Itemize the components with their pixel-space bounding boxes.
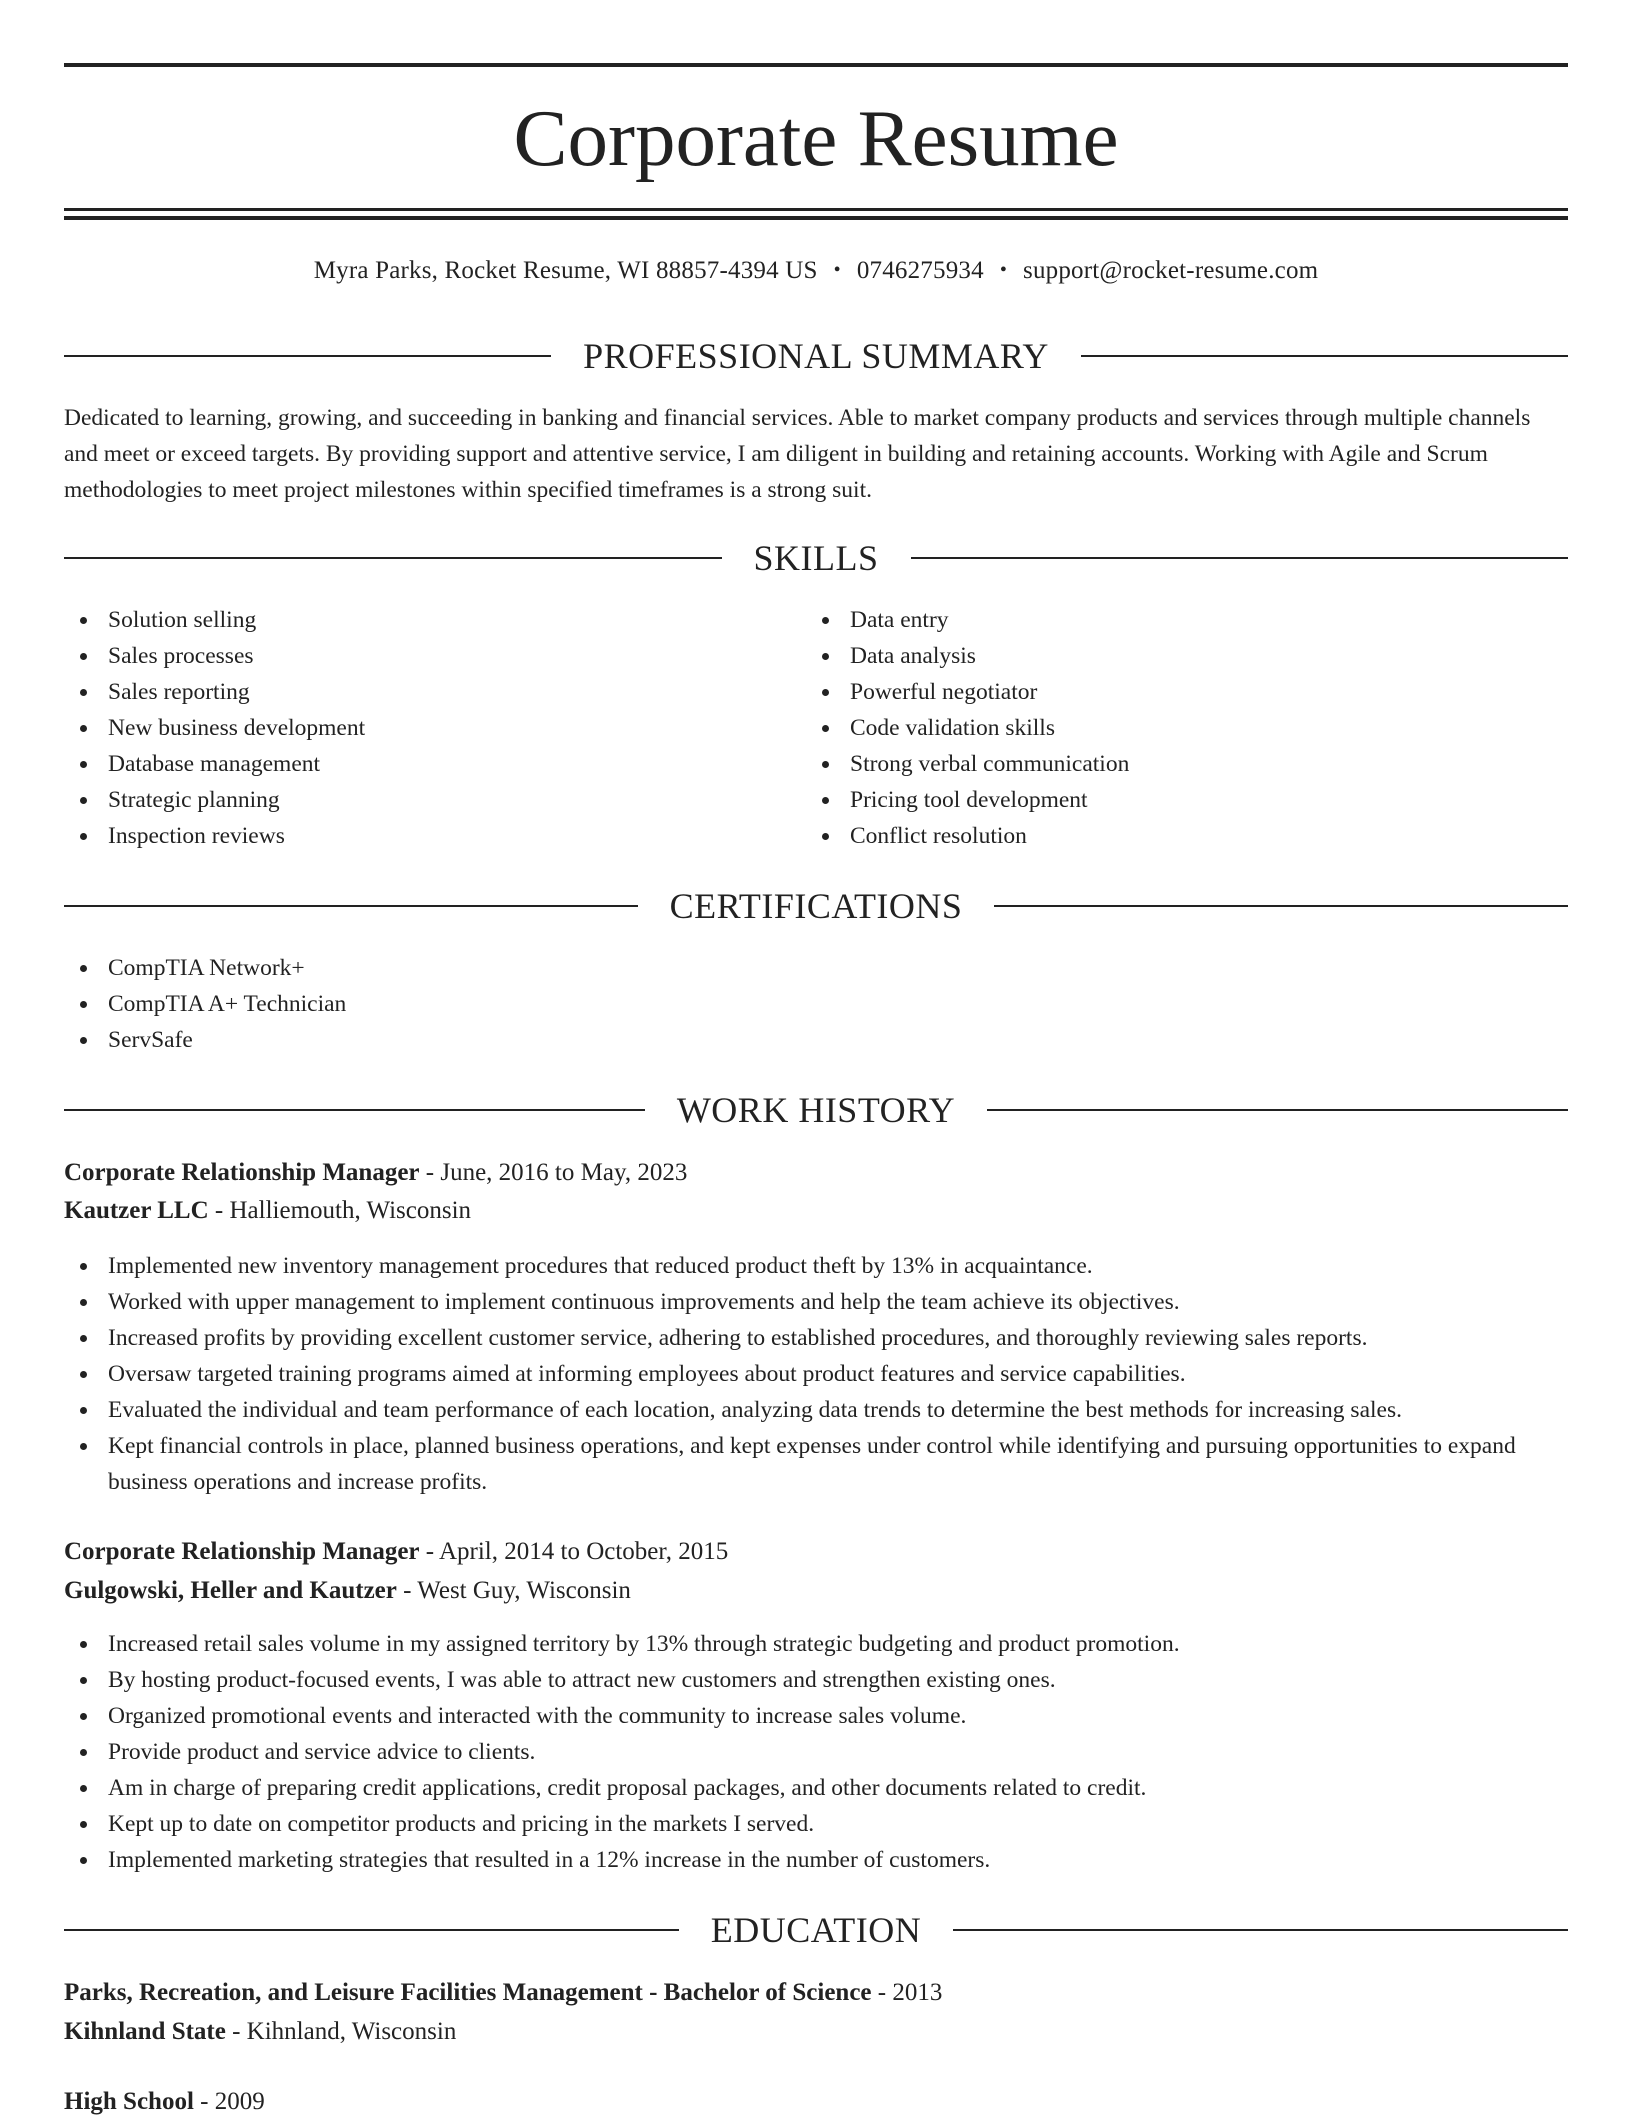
job-title-line — [64, 1155, 1568, 1191]
education-year: - 2013 — [871, 1979, 943, 2006]
job-bullet: Implemented new inventory management procedures that reduced product theft by 13% in acquaintance. — [64, 1248, 1568, 1284]
top-rule — [64, 63, 1568, 67]
skill-item: Database management — [64, 746, 764, 782]
job-bullet: Implemented marketing strategies that resulted in a 12% increase in the number of customers. — [64, 1842, 1568, 1878]
heading-label: CERTIFICATIONS — [669, 886, 963, 926]
skill-item: Strong verbal communication — [806, 746, 1506, 782]
contact-address: Myra Parks, Rocket Resume, WI 88857-4394 US — [313, 257, 818, 284]
contact-separator: • — [999, 259, 1008, 281]
page-title: Corporate Resume — [513, 93, 1119, 183]
skill-item: Powerful negotiator — [806, 674, 1506, 710]
contact-email: support@rocket-resume.com — [1023, 257, 1319, 284]
education-degree: High School — [64, 2088, 194, 2115]
skill-item: Conflict resolution — [806, 818, 1506, 854]
skill-item: New business development — [64, 710, 764, 746]
skill-item: Sales processes — [64, 638, 764, 674]
certification-item: CompTIA Network+ — [64, 950, 1568, 986]
job-location: - Halliemouth, Wisconsin — [208, 1197, 472, 1224]
education-year: - 2009 — [193, 2088, 265, 2115]
section-heading-skills — [64, 536, 1568, 580]
job-bullet: Evaluated the individual and team performance of each location, analyzing data trends to determine the best methods for increasing sales. — [64, 1392, 1568, 1428]
job-company-line — [64, 1573, 1568, 1609]
education-degree-line — [64, 2084, 1568, 2120]
skill-item: Strategic planning — [64, 782, 764, 818]
skill-item: Data entry — [806, 602, 1506, 638]
section-heading-summary — [64, 334, 1568, 378]
job-bullet: Provide product and service advice to clients. — [64, 1734, 1568, 1770]
job-dates: - April, 2014 to October, 2015 — [419, 1538, 729, 1565]
heading-label: PROFESSIONAL SUMMARY — [583, 336, 1049, 376]
job-title-line — [64, 1534, 1568, 1570]
heading-rule — [64, 355, 551, 357]
job-company: Kautzer LLC — [64, 1197, 209, 1224]
education-degree-line — [64, 1975, 1568, 2011]
job-dates: - June, 2016 to May, 2023 — [419, 1159, 688, 1186]
certification-list — [64, 950, 1568, 1058]
contact-phone: 0746275934 — [856, 257, 984, 284]
job-company-line — [64, 1193, 1568, 1229]
heading-rule — [987, 1109, 1568, 1111]
heading-rule — [64, 557, 722, 559]
contact-separator: • — [833, 259, 841, 281]
title-rule-upper — [64, 208, 1568, 211]
job-bullet: Oversaw targeted training programs aimed at informing employees about product features and service capabilities. — [64, 1356, 1568, 1392]
heading-rule — [64, 905, 638, 907]
job-bullet-list — [64, 1248, 1568, 1500]
heading-rule — [64, 1109, 645, 1111]
section-heading-education — [64, 1908, 1568, 1952]
skill-item: Data analysis — [806, 638, 1506, 674]
skill-item: Sales reporting — [64, 674, 764, 710]
skill-item: Solution selling — [64, 602, 764, 638]
heading-rule — [953, 1929, 1568, 1931]
job-bullet: Kept financial controls in place, planned business operations, and kept expenses under control while identifying and pursuing opportunities to expand business operations and increase profits. — [64, 1428, 1568, 1500]
job-title: Corporate Relationship Manager — [64, 1538, 420, 1565]
education-school: Kihnland State — [64, 2018, 226, 2045]
certification-item: ServSafe — [64, 1022, 1568, 1058]
heading-label: WORK HISTORY — [676, 1090, 956, 1130]
skills-list-left — [64, 602, 764, 854]
education-degree: Parks, Recreation, and Leisure Facilities Management - Bachelor of Science — [64, 1979, 872, 2006]
job-company: Gulgowski, Heller and Kautzer — [64, 1577, 397, 1604]
heading-rule — [994, 905, 1568, 907]
job-location: - West Guy, Wisconsin — [396, 1577, 631, 1604]
summary-text: Dedicated to learning, growing, and succeeding in banking and financial services. Able to market company products and services through multiple channels and meet or exceed targets. By providing support and attentive service, I am diligent in building and retaining accounts. Working with Agile and Scrum methodologies to meet project milestones within specified timeframes is a strong suit. — [64, 405, 1531, 503]
section-heading-work — [64, 1088, 1568, 1132]
section-heading-certifications — [64, 884, 1568, 928]
job-bullet: Organized promotional events and interacted with the community to increase sales volume. — [64, 1698, 1568, 1734]
job-bullet: By hosting product-focused events, I was able to attract new customers and strengthen existing ones. — [64, 1662, 1568, 1698]
heading-rule — [911, 557, 1569, 559]
heading-label: SKILLS — [753, 538, 879, 578]
education-school-line — [64, 2014, 1568, 2050]
job-bullet-list — [64, 1626, 1568, 1878]
contact-line — [64, 254, 1568, 289]
heading-rule — [64, 1929, 679, 1931]
job-bullet: Increased retail sales volume in my assigned territory by 13% through strategic budgeting and product promotion. — [64, 1626, 1568, 1662]
education-location: - Kihnland, Wisconsin — [225, 2018, 457, 2045]
job-bullet: Worked with upper management to implement continuous improvements and help the team achieve its objectives. — [64, 1284, 1568, 1320]
job-title: Corporate Relationship Manager — [64, 1159, 420, 1186]
job-bullet: Kept up to date on competitor products and pricing in the markets I served. — [64, 1806, 1568, 1842]
heading-rule — [1081, 355, 1568, 357]
skill-item: Code validation skills — [806, 710, 1506, 746]
skill-item: Pricing tool development — [806, 782, 1506, 818]
job-bullet: Increased profits by providing excellent customer service, adhering to established procedures, and thoroughly reviewing sales reports. — [64, 1320, 1568, 1356]
skill-item: Inspection reviews — [64, 818, 764, 854]
job-bullet: Am in charge of preparing credit applications, credit proposal packages, and other documents related to credit. — [64, 1770, 1568, 1806]
skills-list-right — [806, 602, 1506, 854]
certification-item: CompTIA A+ Technician — [64, 986, 1568, 1022]
heading-label: EDUCATION — [710, 1910, 922, 1950]
title-rule-lower — [64, 216, 1568, 220]
